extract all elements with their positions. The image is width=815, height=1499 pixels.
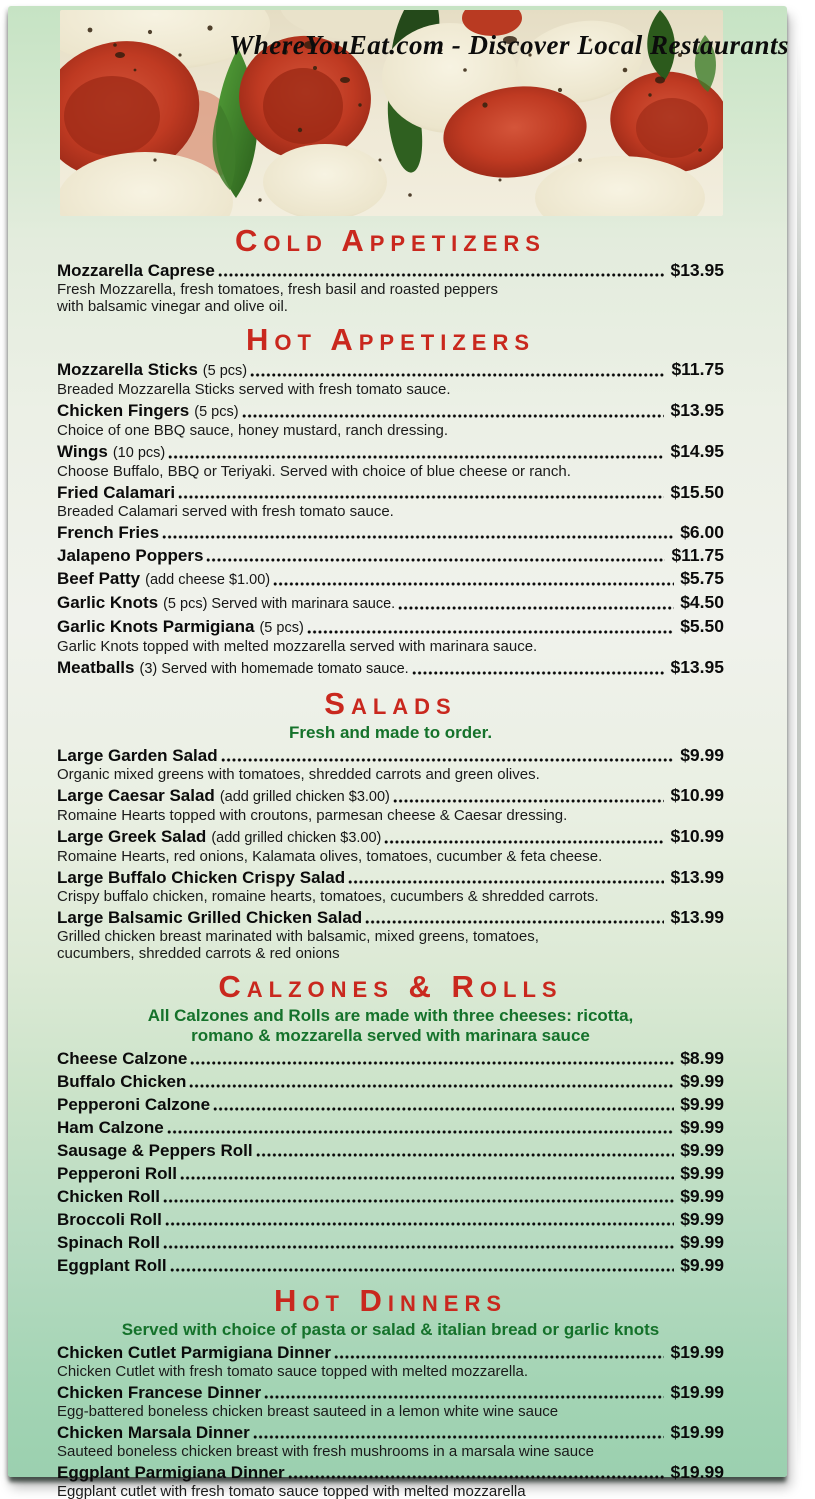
section-cold-appetizers — [57, 224, 724, 315]
menu-item-row — [57, 1071, 724, 1092]
item-description — [57, 281, 724, 315]
menu-item-row — [57, 441, 724, 463]
menu-item — [57, 745, 724, 783]
menu-item-row — [57, 1094, 724, 1115]
item-name: Fried Calamari — [57, 483, 176, 502]
item-description-line: Choice of one BBQ sauce, honey mustard, ranch dressing. — [57, 422, 449, 439]
menu-item — [57, 441, 724, 480]
section-salads — [57, 687, 724, 962]
item-description — [57, 928, 724, 962]
section-subtitle-line: romano & mozzarella served with marinara sauce — [191, 1026, 590, 1045]
section-subtitle-hot-dinners — [57, 1320, 724, 1340]
item-note: (3) Served with homemade tomato sauce. — [139, 661, 409, 677]
item-name: Chicken Francese Dinner — [57, 1383, 262, 1402]
menu-item-row — [57, 260, 724, 281]
item-description — [57, 381, 724, 398]
dotted-leader — [163, 1198, 674, 1204]
menu-item-row — [57, 1186, 724, 1207]
menu-item — [57, 867, 724, 905]
dotted-leader — [264, 1394, 664, 1400]
item-note: (5 pcs) — [202, 363, 248, 379]
item-note: (10 pcs) — [112, 445, 166, 461]
section-subtitle-salads — [57, 723, 724, 743]
item-description-line: Crispy buffalo chicken, romaine hearts, tomatoes, cucumbers & shredded carrots. — [57, 888, 599, 905]
item-name: French Fries — [57, 523, 160, 542]
dotted-leader — [334, 1354, 665, 1360]
item-name: Meatballs — [57, 658, 135, 677]
section-title-hot-appetizers: Hot Appetizers — [245, 322, 536, 357]
item-description — [57, 638, 724, 655]
item-note: (5 pcs) — [259, 620, 304, 636]
dotted-leader — [256, 1152, 675, 1158]
item-description — [57, 1403, 724, 1420]
item-name: Beef Patty — [57, 569, 141, 588]
item-name: Broccoli Roll — [57, 1210, 162, 1229]
menu-item — [57, 1232, 724, 1253]
item-name: Mozzarella Sticks — [57, 360, 198, 379]
item-name: Chicken Cutlet Parmigiana Dinner — [57, 1343, 331, 1362]
item-description — [57, 422, 724, 439]
item-price: $9.99 — [680, 1117, 724, 1137]
dotted-leader — [189, 1083, 674, 1089]
item-price: $9.99 — [680, 1186, 724, 1206]
item-name: Buffalo Chicken — [57, 1072, 187, 1091]
menu-item-row — [57, 592, 724, 614]
caprese-photo-illustration — [60, 10, 723, 216]
item-description — [57, 888, 724, 905]
item-name: Pepperoni Calzone — [57, 1095, 211, 1114]
menu-item — [57, 260, 724, 315]
menu-content — [8, 224, 787, 1499]
item-price: $8.99 — [680, 1048, 724, 1068]
menu-item-row — [57, 1163, 724, 1184]
dotted-leader — [206, 557, 665, 563]
menu-item-row — [57, 1209, 724, 1230]
dotted-leader — [168, 454, 664, 460]
item-price: $9.99 — [680, 745, 724, 765]
dotted-leader — [384, 839, 664, 845]
item-description-line: Organic mixed greens with tomatoes, shredded carrots and green olives. — [57, 766, 540, 783]
item-description-line: with balsamic vinegar and olive oil. — [57, 298, 288, 315]
dotted-leader — [163, 1244, 674, 1250]
item-name: Eggplant Parmigiana Dinner — [57, 1463, 285, 1482]
item-name: Cheese Calzone — [57, 1049, 188, 1068]
item-price: $11.75 — [671, 545, 724, 565]
section-title-calzones-rolls: Calzones & Rolls — [218, 969, 563, 1004]
item-name: Chicken Marsala Dinner — [57, 1423, 250, 1442]
menu-item — [57, 616, 724, 655]
menu-item-row — [57, 907, 724, 928]
item-price: $19.99 — [670, 1382, 724, 1402]
dotted-leader — [398, 605, 674, 611]
item-name: Wings — [57, 442, 108, 461]
item-description-line: Sauteed boneless chicken breast with fresh mushrooms in a marsala wine sauce — [57, 1443, 594, 1460]
item-price: $19.99 — [670, 1422, 724, 1442]
menu-item — [57, 1163, 724, 1184]
menu-item — [57, 1382, 724, 1420]
dotted-leader — [253, 1434, 665, 1440]
section-subtitle-line: All Calzones and Rolls are made with three cheeses: ricotta, — [147, 1006, 634, 1025]
menu-item-row — [57, 522, 724, 543]
item-name: Garlic Knots — [57, 593, 159, 612]
menu-item — [57, 1140, 724, 1161]
item-description-line: Chicken Cutlet with fresh tomato sauce topped with melted mozzarella. — [57, 1363, 529, 1380]
menu-item-row — [57, 359, 724, 381]
menu-item — [57, 1209, 724, 1230]
menu-item-row — [57, 1422, 724, 1443]
item-description-line: Romaine Hearts, red onions, Kalamata olives, tomatoes, cucumber & feta cheese. — [57, 848, 603, 865]
menu-item-row — [57, 1382, 724, 1403]
menu-item — [57, 785, 724, 824]
menu-item — [57, 592, 724, 614]
menu-item-row — [57, 1140, 724, 1161]
section-calzones-rolls — [57, 970, 724, 1276]
menu-paper — [8, 6, 789, 1499]
menu-item-row — [57, 867, 724, 888]
item-note: (add grilled chicken $3.00) — [219, 789, 390, 805]
item-name: Spinach Roll — [57, 1233, 160, 1252]
item-price: $5.75 — [680, 568, 724, 588]
menu-item — [57, 1462, 724, 1499]
dotted-leader — [242, 413, 665, 419]
menu-item-row — [57, 545, 724, 566]
menu-item-row — [57, 785, 724, 807]
menu-item-row — [57, 568, 724, 590]
dotted-leader — [190, 1060, 674, 1066]
menu-item-row — [57, 657, 724, 679]
item-description-line: Breaded Mozzarella Sticks served with fresh tomato sauce. — [57, 381, 451, 398]
item-description — [57, 463, 724, 480]
menu-item — [57, 545, 724, 566]
item-name: Sausage & Peppers Roll — [57, 1141, 253, 1160]
menu-item — [57, 1422, 724, 1460]
item-description — [57, 1363, 724, 1380]
menu-item-row — [57, 1342, 724, 1363]
item-name: Large Balsamic Grilled Chicken Salad — [57, 908, 363, 927]
item-price: $9.99 — [680, 1255, 724, 1275]
item-description — [57, 1483, 724, 1499]
watermark-text: WhereYouEat.com - Discover Local Restaurants — [229, 30, 789, 60]
menu-item-row — [57, 482, 724, 503]
section-subtitle-calzones-rolls — [57, 1006, 724, 1046]
item-name: Mozzarella Caprese — [57, 261, 215, 280]
dotted-leader — [178, 494, 664, 500]
item-name: Ham Calzone — [57, 1118, 164, 1137]
item-description-line: Breaded Calamari served with fresh tomato sauce. — [57, 503, 394, 520]
menu-item — [57, 1255, 724, 1276]
dotted-leader — [162, 534, 674, 540]
item-price: $10.99 — [670, 785, 724, 805]
item-description-line: Egg-battered boneless chicken breast sauteed in a lemon white wine sauce — [57, 1403, 559, 1420]
dotted-leader — [307, 629, 674, 635]
item-price: $15.50 — [670, 482, 724, 502]
item-price: $9.99 — [680, 1071, 724, 1091]
dotted-leader — [393, 798, 665, 804]
item-name: Chicken Roll — [57, 1187, 160, 1206]
item-description — [57, 1443, 724, 1460]
section-hot-dinners — [57, 1284, 724, 1499]
menu-item-row — [57, 826, 724, 848]
item-price: $9.99 — [680, 1232, 724, 1252]
item-note: (add grilled chicken $3.00) — [211, 830, 382, 846]
dotted-leader — [250, 372, 665, 378]
item-note: (5 pcs) — [194, 404, 239, 420]
item-name: Garlic Knots Parmigiana — [57, 617, 255, 636]
item-name: Chicken Fingers — [57, 401, 190, 420]
menu-item-row — [57, 1232, 724, 1253]
item-name: Large Garden Salad — [57, 746, 218, 765]
menu-item — [57, 826, 724, 865]
dotted-leader — [412, 670, 665, 676]
item-description — [57, 503, 724, 520]
item-description-line: Fresh Mozzarella, fresh tomatoes, fresh basil and roasted peppers — [57, 281, 499, 298]
menu-item — [57, 400, 724, 439]
caprese-salad-photo — [60, 10, 723, 216]
dotted-leader — [213, 1106, 674, 1112]
dotted-leader — [180, 1175, 674, 1181]
menu-item — [57, 1117, 724, 1138]
item-note: (add cheese $1.00) — [145, 572, 271, 588]
menu-item-row — [57, 1255, 724, 1276]
section-hot-appetizers — [57, 323, 724, 679]
item-price: $19.99 — [670, 1462, 724, 1482]
item-price: $11.75 — [671, 359, 724, 379]
item-description — [57, 766, 724, 783]
item-name: Large Greek Salad — [57, 827, 207, 846]
menu-item — [57, 1186, 724, 1207]
item-name: Large Caesar Salad — [57, 786, 215, 805]
menu-item — [57, 482, 724, 520]
item-price: $10.99 — [670, 826, 724, 846]
section-subtitle-line: Served with choice of pasta or salad & italian bread or garlic knots — [121, 1320, 660, 1339]
menu-item — [57, 1071, 724, 1092]
item-description-line: cucumbers, shredded carrots & red onions — [57, 945, 340, 962]
item-description-line: Eggplant cutlet with fresh tomato sauce topped with melted mozzarella — [57, 1483, 526, 1499]
dotted-leader — [273, 581, 674, 587]
menu-item-row — [57, 1462, 724, 1483]
section-subtitle-line: Fresh and made to order. — [288, 723, 493, 742]
menu-item — [57, 657, 724, 679]
item-price: $13.95 — [670, 400, 724, 420]
dotted-leader — [221, 757, 675, 763]
item-name: Pepperoni Roll — [57, 1164, 177, 1183]
item-name: Eggplant Roll — [57, 1256, 167, 1275]
item-name: Large Buffalo Chicken Crispy Salad — [57, 868, 346, 887]
item-description-line: Choose Buffalo, BBQ or Teriyaki. Served with choice of blue cheese or ranch. — [57, 463, 571, 480]
item-note: (5 pcs) Served with marinara sauce. — [163, 596, 396, 612]
section-title-cold-appetizers: Cold Appetizers — [235, 223, 546, 258]
menu-item-row — [57, 1117, 724, 1138]
item-description-line: Romaine Hearts topped with croutons, parmesan cheese & Caesar dressing. — [57, 807, 568, 824]
menu-item-row — [57, 616, 724, 638]
item-name: Jalapeno Poppers — [57, 546, 204, 565]
menu-item — [57, 568, 724, 590]
item-price: $13.95 — [670, 260, 724, 280]
item-description-line: Garlic Knots topped with melted mozzarella served with marinara sauce. — [57, 638, 538, 655]
item-description-line: Grilled chicken breast marinated with balsamic, mixed greens, tomatoes, — [57, 928, 539, 945]
dotted-leader — [218, 272, 665, 278]
menu-item — [57, 1342, 724, 1380]
dotted-leader — [288, 1474, 665, 1480]
menu-item-row — [57, 745, 724, 766]
item-price: $19.99 — [670, 1342, 724, 1362]
section-title-salads: Salads — [324, 686, 457, 721]
item-price: $9.99 — [680, 1140, 724, 1160]
item-price: $9.99 — [680, 1094, 724, 1114]
item-price: $9.99 — [680, 1209, 724, 1229]
item-price: $13.95 — [670, 657, 724, 677]
item-price: $13.99 — [670, 867, 724, 887]
dotted-leader — [165, 1221, 674, 1227]
dotted-leader — [348, 879, 664, 885]
item-price: $14.95 — [670, 441, 724, 461]
menu-item — [57, 907, 724, 962]
dotted-leader — [167, 1129, 674, 1135]
menu-item — [57, 1094, 724, 1115]
menu-item — [57, 1048, 724, 1069]
item-price: $4.50 — [680, 592, 724, 612]
menu-item — [57, 522, 724, 543]
page-edge-curl — [797, 40, 801, 1469]
item-price: $6.00 — [680, 522, 724, 542]
menu-item-row — [57, 400, 724, 422]
item-description — [57, 848, 724, 865]
item-price: $13.99 — [670, 907, 724, 927]
item-description — [57, 807, 724, 824]
section-title-hot-dinners: Hot Dinners — [273, 1283, 508, 1318]
dotted-leader — [170, 1267, 675, 1273]
dotted-leader — [365, 919, 664, 925]
menu-item — [57, 359, 724, 398]
item-price: $5.50 — [680, 616, 724, 636]
item-price: $9.99 — [680, 1163, 724, 1183]
menu-item-row — [57, 1048, 724, 1069]
